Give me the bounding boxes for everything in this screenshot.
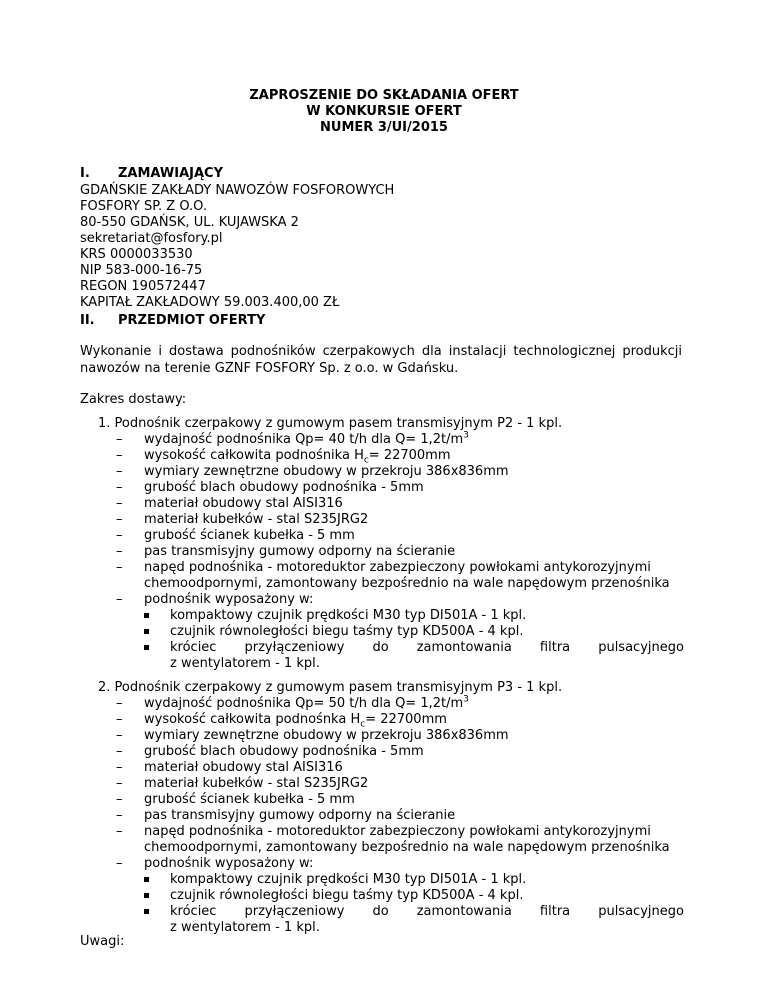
item-1-spec-equipped: – podnośnik wyposażony w:	[116, 592, 314, 607]
item-2-spec: – grubość ścianek kubełka - 5 mm	[116, 792, 355, 807]
dash-bullet-icon: –	[116, 496, 123, 511]
item-2-equipment-list	[144, 872, 684, 936]
item-1-equipment: kompaktowy czujnik prędkości M30 typ DI501A - 1 kpl.	[144, 608, 684, 624]
company-nip: NIP 583-000-16-75	[80, 263, 203, 278]
section-1-title: ZAMAWIAJĄCY	[118, 166, 223, 181]
item-1-spec: – wymiary zewnętrzne obudowy w przekroju 386x836mm	[116, 464, 509, 479]
item-1-equipment: czujnik równoległości biegu taśmy typ KD500A - 4 kpl.	[144, 624, 684, 640]
square-bullet-icon	[144, 877, 149, 882]
item-2-equipment: kompaktowy czujnik prędkości M30 typ DI501A - 1 kpl.	[144, 872, 684, 888]
item-1-spec-height: – wysokość całkowita podnośnika $H_c= 22700mm$	[116, 448, 451, 466]
item-1-spec: – materiał obudowy stal AISI316	[116, 496, 343, 511]
document-title-line-2: W KONKURSIE OFERT	[306, 104, 462, 119]
square-bullet-icon	[144, 909, 149, 914]
item-2-spec: – materiał kubełków - stal S235JRG2	[116, 776, 369, 791]
offer-description: Wykonanie i dostawa podnośników czerpakowych dla instalacji technologicznej produkcji nawozów na terenie GZNF FOSFORY Sp. z o.o. w Gdańsku.	[80, 344, 682, 376]
dash-bullet-icon: –	[116, 712, 123, 727]
item-1-title: 1. Podnośnik czerpakowy z gumowym pasem transmisyjnym P2 - 1 kpl.	[98, 416, 563, 431]
item-1-equipment-list	[144, 608, 684, 672]
item-1-spec: – grubość ścianek kubełka - 5 mm	[116, 528, 355, 543]
item-2-spec-list	[116, 696, 684, 872]
item-2-spec: – grubość blach obudowy podnośnika - 5mm	[116, 744, 424, 759]
item-1-spec: – grubość blach obudowy podnośnika - 5mm	[116, 480, 424, 495]
dash-bullet-icon: –	[116, 776, 123, 791]
item-2-equipment: czujnik równoległości biegu taśmy typ KD500A - 4 kpl.	[144, 888, 684, 904]
dash-bullet-icon: –	[116, 760, 123, 775]
section-1-number: I.	[80, 166, 90, 181]
company-address: 80-550 GDAŃSK, UL. KUJAWSKA 2	[80, 215, 299, 230]
dash-bullet-icon: –	[116, 512, 123, 527]
dash-bullet-icon: –	[116, 432, 123, 447]
document-title-line-1: ZAPROSZENIE DO SKŁADANIA OFERT	[249, 88, 519, 103]
dash-bullet-icon: –	[116, 544, 123, 559]
item-1-spec: – pas transmisyjny gumowy odporny na ścieranie	[116, 544, 456, 559]
company-krs: KRS 0000033530	[80, 247, 193, 262]
company-form: FOSFORY SP. Z O.O.	[80, 199, 207, 214]
square-bullet-icon	[144, 629, 149, 634]
notes-label: Uwagi:	[80, 934, 125, 949]
dash-bullet-icon: –	[116, 808, 123, 823]
item-2-title: 2. Podnośnik czerpakowy z gumowym pasem transmisyjnym P3 - 1 kpl.	[98, 680, 563, 695]
item-2-spec: – materiał obudowy stal AISI316	[116, 760, 343, 775]
item-2-spec-capacity: – wydajność podnośnika Qp= 50 t/h dla $Q= 1,2t/m^3$	[116, 694, 469, 711]
section-2-heading	[80, 313, 265, 329]
item-1-equipment-fitting: króciec przyłączeniowy do zamontowania filtra pulsacyjnego z wentylatorem - 1 kpl.	[144, 640, 684, 672]
ordering-party-block	[80, 183, 680, 311]
item-1-spec-list	[116, 432, 684, 608]
scope-label: Zakres dostawy:	[80, 392, 187, 407]
section-2-title: PRZEDMIOT OFERTY	[118, 313, 266, 328]
item-2-spec-equipped: – podnośnik wyposażony w:	[116, 856, 314, 871]
company-capital: KAPITAŁ ZAKŁADOWY 59.003.400,00 ZŁ	[80, 295, 340, 310]
item-1-spec-drive: – napęd podnośnika - motoreduktor zabezpieczony powłokami antykorozyjnymi chemoodpornymi, zamontowany bezpośrednio na wale napędowym przenośnika	[116, 560, 670, 591]
item-2-spec-height: – wysokość całkowita podnośnka $H_c= 22700mm$	[116, 712, 447, 730]
square-bullet-icon	[144, 893, 149, 898]
square-bullet-icon	[144, 613, 149, 618]
company-name: GDAŃSKIE ZAKŁADY NAWOZÓW FOSFOROWYCH	[80, 183, 395, 198]
dash-bullet-icon: –	[116, 528, 123, 543]
dash-bullet-icon: –	[116, 464, 123, 479]
item-2-spec: – wymiary zewnętrzne obudowy w przekroju 386x836mm	[116, 728, 509, 743]
dash-bullet-icon: –	[116, 696, 123, 711]
square-bullet-icon	[144, 645, 149, 650]
section-1-heading	[80, 166, 223, 182]
item-1-spec: – materiał kubełków - stal S235JRG2	[116, 512, 369, 527]
dash-bullet-icon: –	[116, 792, 123, 807]
item-2-equipment-fitting: króciec przyłączeniowy do zamontowania filtra pulsacyjnego z wentylatorem - 1 kpl.	[144, 904, 684, 936]
dash-bullet-icon: –	[116, 448, 123, 463]
dash-bullet-icon: –	[116, 824, 123, 839]
dash-bullet-icon: –	[116, 744, 123, 759]
section-2-number: II.	[80, 313, 95, 328]
item-1-spec-capacity: – wydajność podnośnika Qp= 40 t/h dla $Q= 1,2t/m^3$	[116, 430, 469, 447]
item-2-spec: – pas transmisyjny gumowy odporny na ścieranie	[116, 808, 456, 823]
company-email: sekretariat@fosfory.pl	[80, 231, 223, 246]
document-title-line-3: NUMER 3/UI/2015	[320, 120, 448, 135]
dash-bullet-icon: –	[116, 592, 123, 607]
company-regon: REGON 190572447	[80, 279, 206, 294]
dash-bullet-icon: –	[116, 728, 123, 743]
dash-bullet-icon: –	[116, 560, 123, 575]
dash-bullet-icon: –	[116, 480, 123, 495]
dash-bullet-icon: –	[116, 856, 123, 871]
item-2-spec-drive: – napęd podnośnika - motoreduktor zabezpieczony powłokami antykorozyjnymi chemoodpornymi, zamontowany bezpośrednio na wale napędowym przenośnika	[116, 824, 670, 855]
